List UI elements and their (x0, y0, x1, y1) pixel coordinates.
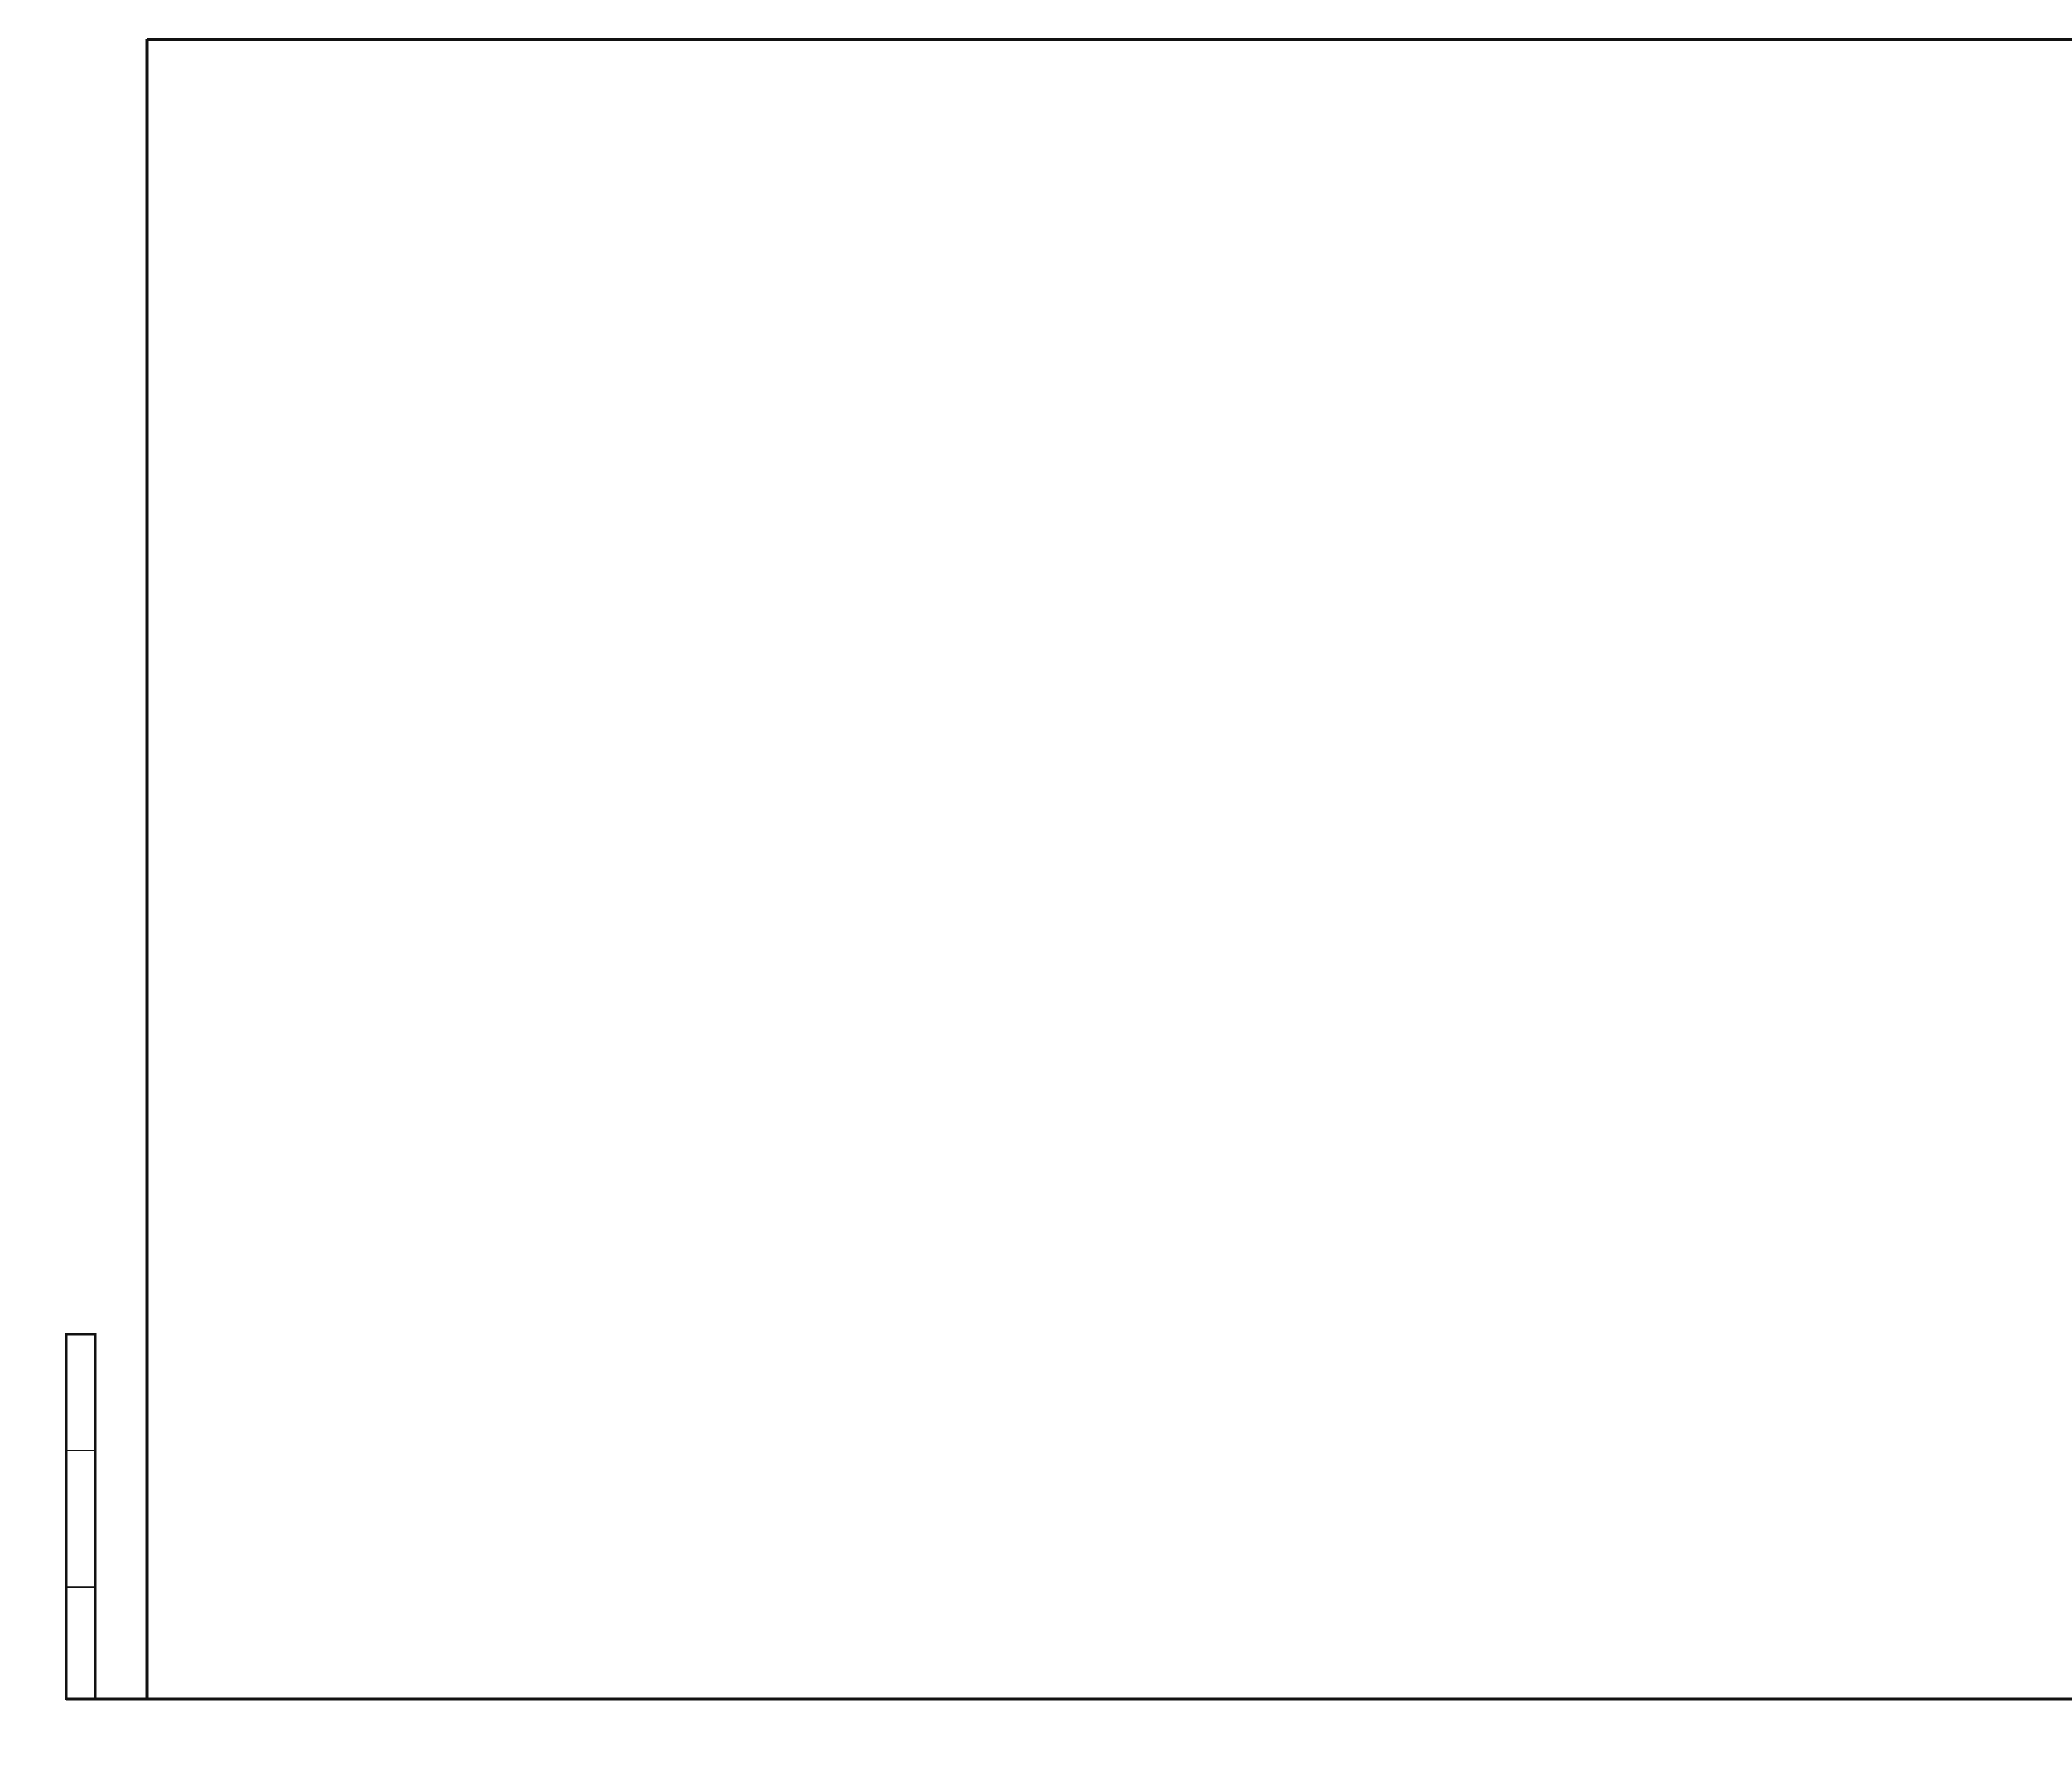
frame (66, 0, 2072, 1720)
side-stamp (66, 1334, 95, 1699)
